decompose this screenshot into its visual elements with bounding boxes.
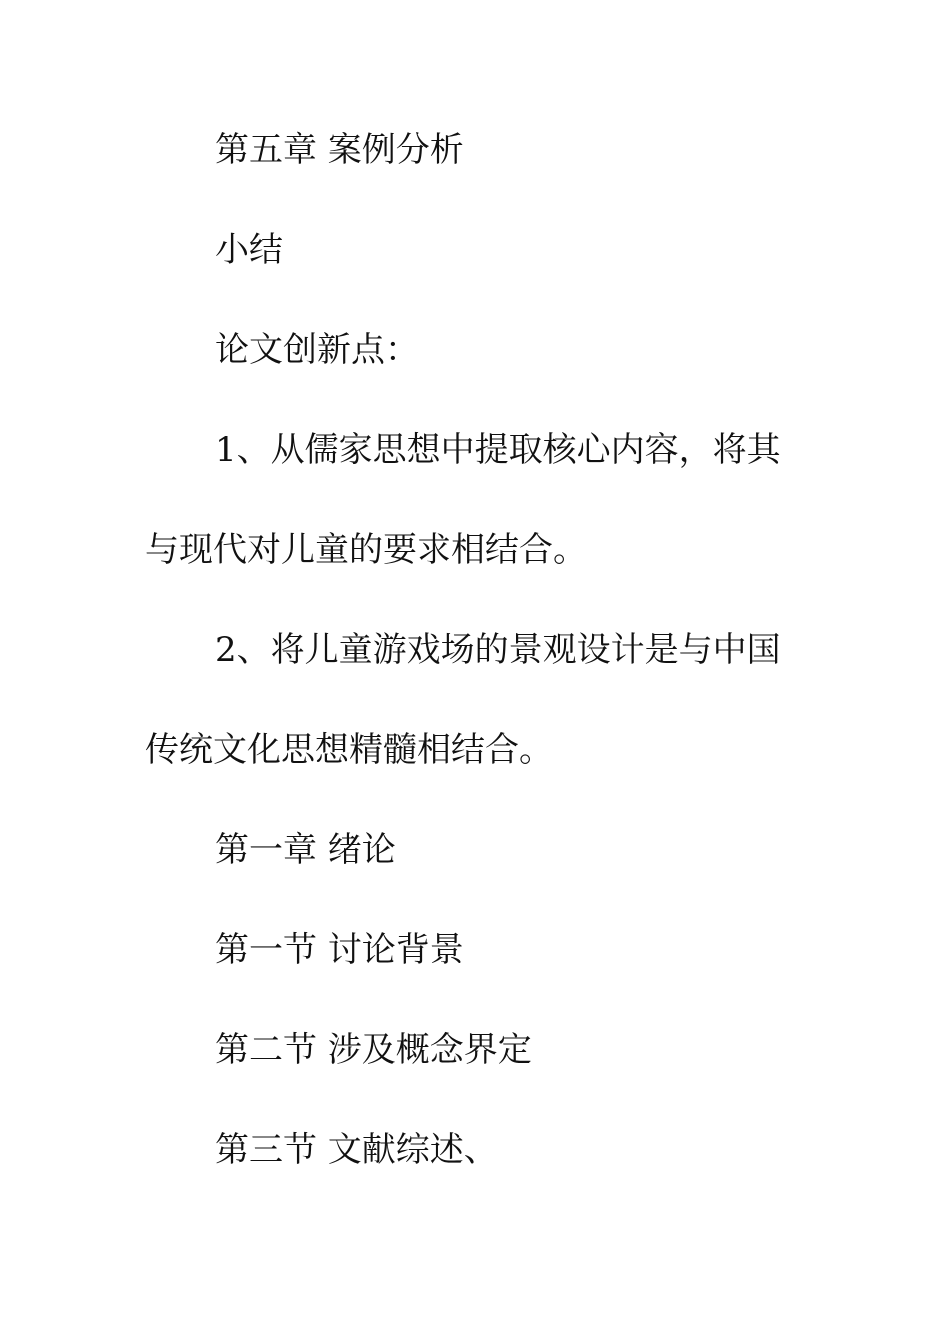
innovation-point-2-line-1: 2、将儿童游戏场的景观设计是与中国 <box>215 630 781 670</box>
chapter1-heading: 第一章 绪论 <box>215 830 396 870</box>
innovation-point-1-line-1: 1、从儒家思想中提取核心内容，将其 <box>215 430 781 470</box>
section2-heading: 第二节 涉及概念界定 <box>215 1030 532 1070</box>
innovation-point-1-line-2: 与现代对儿童的要求相结合。 <box>145 530 587 570</box>
innovation-point-2-line-2: 传统文化思想精髓相结合。 <box>145 730 553 770</box>
innovation-heading: 论文创新点： <box>215 330 419 370</box>
section3-heading: 第三节 文献综述、 <box>215 1130 498 1170</box>
section1-heading: 第一节 讨论背景 <box>215 930 464 970</box>
chapter5-heading: 第五章 案例分析 <box>215 130 464 170</box>
summary-heading: 小结 <box>215 230 283 270</box>
